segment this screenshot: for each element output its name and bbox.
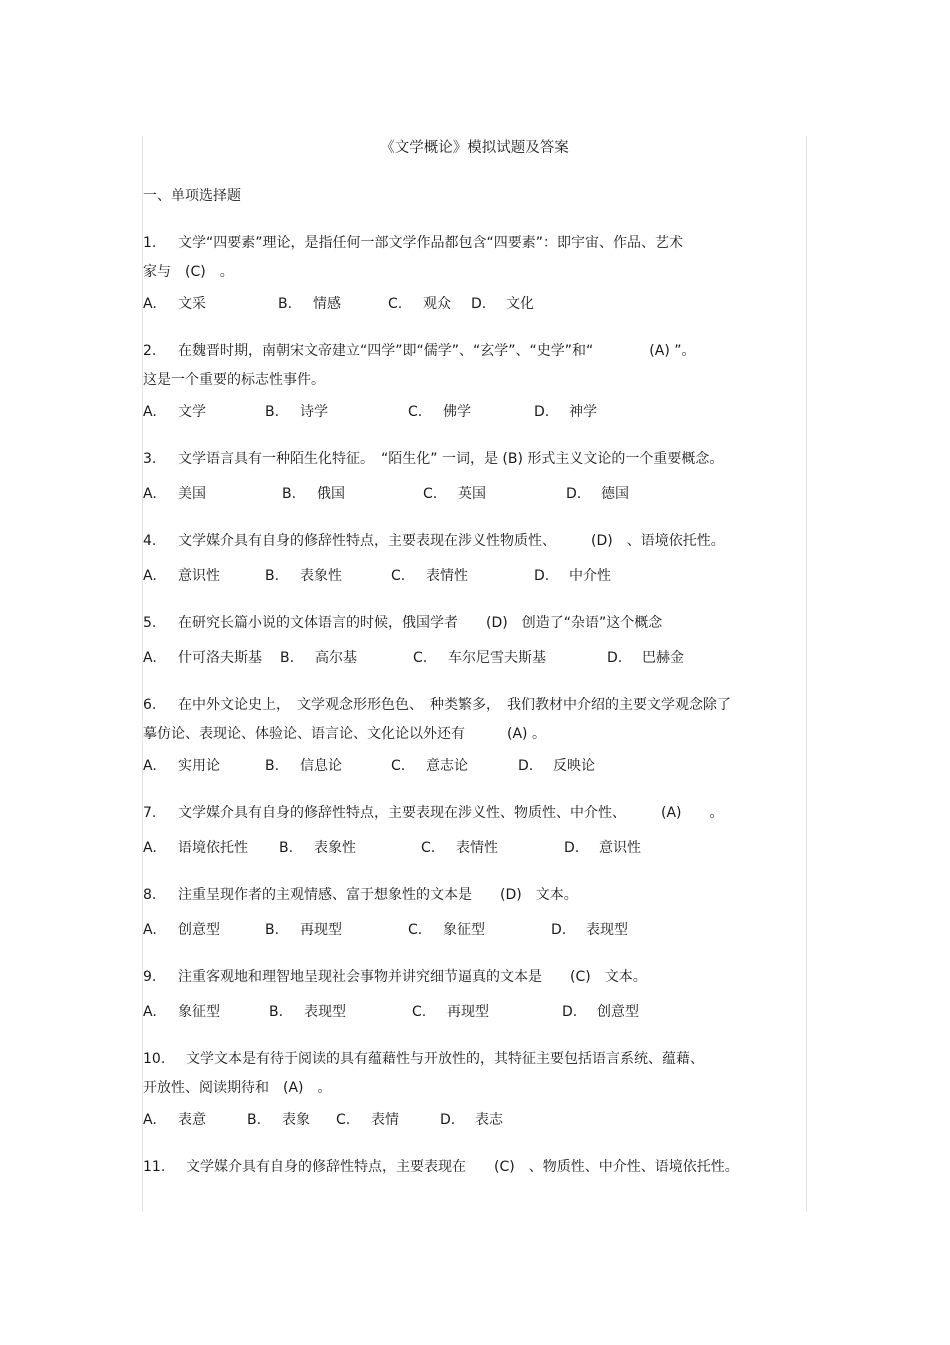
option-letter: A. <box>143 486 157 502</box>
option-letter: C. <box>412 1004 427 1020</box>
option-b <box>282 484 423 504</box>
document-title: 《文学概论》模拟试题及答案 <box>380 140 569 156</box>
option-letter: A. <box>143 758 157 774</box>
option-letter: C. <box>423 486 438 502</box>
option-text: 文化 <box>506 296 534 312</box>
options-row <box>143 1002 823 1022</box>
question-text-line <box>143 444 823 475</box>
option-b <box>247 1110 336 1130</box>
option-text: 车尔尼雪夫斯基 <box>448 650 546 666</box>
question-text: 在魏晋时期，南朝宋文帝建立“四学”即“儒学”、“玄学”、“史学”和“ (A) ”。 <box>178 343 696 359</box>
question-text-line <box>143 336 823 367</box>
option-c <box>391 756 518 776</box>
option-letter: B. <box>269 1004 284 1020</box>
option-letter: B. <box>265 758 280 774</box>
question-text-line <box>143 798 823 829</box>
option-text: 情感 <box>313 296 341 312</box>
option-letter: C. <box>421 840 436 856</box>
question-number: 11. <box>143 1159 166 1175</box>
option-letter: B. <box>265 404 280 420</box>
option-letter: B. <box>280 650 295 666</box>
question-text-line <box>143 228 823 259</box>
option-text: 意识性 <box>178 568 220 584</box>
option-d <box>607 648 684 668</box>
option-text: 俄国 <box>317 486 345 502</box>
option-letter: C. <box>408 922 423 938</box>
option-d <box>471 294 534 314</box>
option-text: 神学 <box>569 404 597 420</box>
option-b <box>265 566 391 586</box>
question-item <box>143 526 823 557</box>
question-item <box>143 798 823 829</box>
option-d <box>534 566 611 586</box>
option-text: 象征型 <box>443 922 485 938</box>
option-a <box>143 1110 247 1130</box>
option-text: 再现型 <box>300 922 342 938</box>
option-d <box>518 756 595 776</box>
question-number: 5. <box>143 615 157 631</box>
question-number: 6. <box>143 697 157 713</box>
option-letter: A. <box>143 1004 157 1020</box>
question-text-line <box>143 526 823 557</box>
option-letter: C. <box>388 296 403 312</box>
option-text: 再现型 <box>447 1004 489 1020</box>
option-c <box>408 402 534 422</box>
question-text-line <box>143 1075 823 1101</box>
option-text: 表情 <box>371 1112 399 1128</box>
question-text-line <box>143 962 823 993</box>
option-a <box>143 838 279 858</box>
option-c <box>388 294 471 314</box>
option-text: 美国 <box>178 486 206 502</box>
option-c <box>412 1002 562 1022</box>
question-text: 文学媒介具有自身的修辞性特点，主要表现在 (C) 、物质性、中介性、语境依托性。 <box>186 1159 739 1175</box>
options-row <box>143 838 823 858</box>
option-text: 什可洛夫斯基 <box>178 650 262 666</box>
option-letter: D. <box>534 404 550 420</box>
option-d <box>534 402 597 422</box>
question-number: 2. <box>143 343 157 359</box>
question-text: 这是一个重要的标志性事件。 <box>143 372 325 388</box>
option-d <box>551 920 628 940</box>
option-letter: A. <box>143 296 157 312</box>
option-text: 佛学 <box>443 404 471 420</box>
question-text: 在研究长篇小说的文体语言的时候，俄国学者 (D) 创造了“杂语”这个概念 <box>178 615 663 631</box>
option-text: 实用论 <box>178 758 220 774</box>
option-letter: D. <box>607 650 623 666</box>
option-letter: D. <box>562 1004 578 1020</box>
option-letter: A. <box>143 404 157 420</box>
option-c <box>421 838 564 858</box>
option-letter: D. <box>518 758 534 774</box>
option-text: 诗学 <box>300 404 328 420</box>
option-letter: D. <box>471 296 487 312</box>
option-c <box>413 648 607 668</box>
question-text: 文学语言具有一种陌生化特征。 “陌生化” 一词，是 (B) 形式主义文论的一个重要概念。 <box>178 451 724 467</box>
question-number: 10. <box>143 1051 166 1067</box>
option-text: 巴赫金 <box>642 650 684 666</box>
question-text-line <box>143 259 823 285</box>
option-text: 创意型 <box>178 922 220 938</box>
option-text: 文采 <box>178 296 206 312</box>
option-b <box>265 756 391 776</box>
option-c <box>423 484 566 504</box>
option-letter: C. <box>336 1112 351 1128</box>
question-text-line <box>143 721 823 747</box>
question-item <box>143 608 823 639</box>
option-letter: D. <box>440 1112 456 1128</box>
question-text: 家与 (C) 。 <box>143 264 234 280</box>
option-letter: C. <box>413 650 428 666</box>
question-list <box>143 228 823 1183</box>
option-letter: A. <box>143 840 157 856</box>
option-b <box>278 294 388 314</box>
question-item <box>143 228 823 285</box>
question-number: 3. <box>143 451 157 467</box>
option-text: 表意 <box>178 1112 206 1128</box>
question-number: 7. <box>143 805 157 821</box>
question-item <box>143 880 823 911</box>
options-row <box>143 756 823 776</box>
question-text-line <box>143 690 823 721</box>
question-text: 文学文本是有待于阅读的具有蕴藉性与开放性的，其特征主要包括语言系统、蕴藉、 <box>186 1051 704 1067</box>
option-c <box>408 920 551 940</box>
option-text: 英国 <box>458 486 486 502</box>
option-text: 德国 <box>601 486 629 502</box>
question-text-line <box>143 880 823 911</box>
option-b <box>265 920 408 940</box>
option-letter: B. <box>282 486 297 502</box>
question-text: 开放性、阅读期待和 (A) 。 <box>143 1080 332 1096</box>
option-letter: A. <box>143 1112 157 1128</box>
section-heading: 一、单项选择题 <box>143 188 241 204</box>
option-letter: D. <box>534 568 550 584</box>
question-text: 注重客观地和理智地呈现社会事物并讲究细节逼真的文本是 (C) 文本。 <box>178 969 647 985</box>
option-letter: C. <box>391 758 406 774</box>
question-text: 文学媒介具有自身的修辞性特点，主要表现在涉义性物质性、 (D) 、语境依托性。 <box>178 533 725 549</box>
question-item <box>143 962 823 993</box>
question-number: 9. <box>143 969 157 985</box>
option-text: 信息论 <box>300 758 342 774</box>
option-text: 表象 <box>282 1112 310 1128</box>
option-a <box>143 1002 269 1022</box>
option-text: 象征型 <box>178 1004 220 1020</box>
options-row <box>143 402 823 422</box>
option-d <box>564 838 641 858</box>
option-letter: B. <box>279 840 294 856</box>
option-b <box>280 648 413 668</box>
option-text: 文学 <box>178 404 206 420</box>
option-c <box>336 1110 440 1130</box>
option-letter: D. <box>566 486 582 502</box>
option-a <box>143 648 280 668</box>
question-text-line <box>143 1044 823 1075</box>
question-number: 1. <box>143 235 157 251</box>
option-letter: C. <box>408 404 423 420</box>
question-text-line <box>143 608 823 639</box>
option-a <box>143 294 278 314</box>
option-a <box>143 566 265 586</box>
option-text: 表现型 <box>586 922 628 938</box>
option-text: 创意型 <box>597 1004 639 1020</box>
question-text-line <box>143 1152 823 1183</box>
question-item <box>143 1044 823 1101</box>
question-text-line <box>143 367 823 393</box>
option-text: 观众 <box>423 296 451 312</box>
option-letter: D. <box>551 922 567 938</box>
options-row <box>143 920 823 940</box>
option-b <box>279 838 421 858</box>
option-a <box>143 484 282 504</box>
option-d <box>566 484 629 504</box>
option-text: 表情性 <box>426 568 468 584</box>
option-text: 表志 <box>475 1112 503 1128</box>
question-text: 文学媒介具有自身的修辞性特点，主要表现在涉义性、物质性、中介性、 (A) 。 <box>178 805 724 821</box>
options-row <box>143 294 823 314</box>
option-text: 表情性 <box>456 840 498 856</box>
option-b <box>265 402 408 422</box>
option-letter: B. <box>247 1112 262 1128</box>
option-text: 反映论 <box>553 758 595 774</box>
option-d <box>562 1002 639 1022</box>
options-row <box>143 566 823 586</box>
option-text: 语境依托性 <box>178 840 248 856</box>
question-text: 文学“四要素”理论，是指任何一部文学作品都包含“四要素”：即宇宙、作品、艺术 <box>178 235 684 251</box>
option-letter: C. <box>391 568 406 584</box>
options-row <box>143 1110 823 1130</box>
question-item <box>143 336 823 393</box>
option-a <box>143 402 265 422</box>
option-letter: B. <box>265 568 280 584</box>
option-letter: B. <box>278 296 293 312</box>
question-item <box>143 444 823 475</box>
option-text: 高尔基 <box>315 650 357 666</box>
options-row <box>143 484 823 504</box>
document-body <box>143 138 823 1192</box>
options-row <box>143 648 823 668</box>
option-a <box>143 756 265 776</box>
option-a <box>143 920 265 940</box>
question-text: 在中外文论史上， 文学观念形形色色、 种类繁多， 我们教材中介绍的主要文学观念除了 <box>178 697 731 713</box>
question-number: 4. <box>143 533 157 549</box>
option-b <box>269 1002 412 1022</box>
question-item <box>143 690 823 747</box>
option-text: 意识性 <box>599 840 641 856</box>
option-d <box>440 1110 503 1130</box>
question-number: 8. <box>143 887 157 903</box>
option-text: 意志论 <box>426 758 468 774</box>
question-text: 摹仿论、表现论、体验论、语言论、文化论以外还有 (A) 。 <box>143 726 546 742</box>
option-letter: A. <box>143 922 157 938</box>
option-text: 表现型 <box>304 1004 346 1020</box>
option-letter: A. <box>143 568 157 584</box>
option-c <box>391 566 534 586</box>
option-text: 表象性 <box>314 840 356 856</box>
option-letter: A. <box>143 650 157 666</box>
option-letter: D. <box>564 840 580 856</box>
option-letter: B. <box>265 922 280 938</box>
question-text: 注重呈现作者的主观情感、富于想象性的文本是 (D) 文本。 <box>178 887 578 903</box>
question-item <box>143 1152 823 1183</box>
option-text: 表象性 <box>300 568 342 584</box>
option-text: 中介性 <box>569 568 611 584</box>
